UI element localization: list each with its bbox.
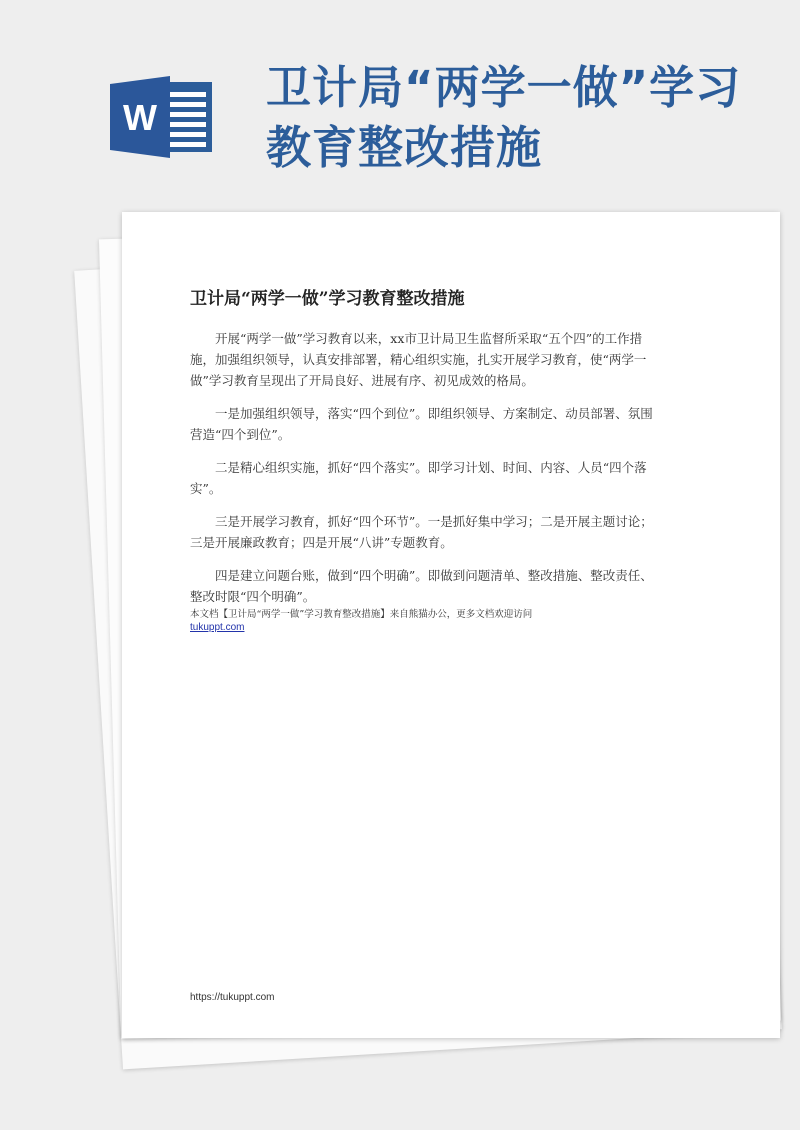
paragraph-point-3: 三是开展学习教育，抓好“四个环节”。一是抓好集中学习；二是开展主题讨论；三是开展廉政教育；四是开展“八讲”专题教育。	[190, 514, 653, 550]
paragraph-intro: 开展“两学一做”学习教育以来，xx市卫计局卫生监督所采取“五个四”的工作措施，加强组织领导，认真安排部署，精心组织实施，扎实开展学习教育，使“两学一做”学习教育呈现出了开局良好、进展有序、初见成效的格局。	[190, 331, 647, 388]
document-page	[122, 212, 780, 1038]
paragraph-point-2: 二是精心组织实施，抓好“四个落实”。即学习计划、时间、内容、人员“四个落实”。	[190, 460, 647, 496]
document-title: 卫计局“两学一做”学习教育整改措施	[190, 289, 465, 309]
source-note-text: 本文档【卫计局“两学一做”学习教育整改措施】来自熊猫办公，更多文档欢迎访问	[190, 609, 533, 620]
word-document-icon	[110, 76, 214, 158]
source-link[interactable]: tukuppt.com	[190, 622, 245, 633]
footer-url: https://tukuppt.com	[190, 992, 275, 1003]
paragraph-point-1: 一是加强组织领导，落实“四个到位”。即组织领导、方案制定、动员部署、氛围营造“四个到位”。	[190, 406, 653, 442]
page-title: 卫计局“两学一做”学习教育整改措施	[266, 61, 742, 174]
word-logo-letter: W	[123, 97, 157, 138]
source-note	[190, 608, 710, 634]
paragraph-point-4: 四是建立问题台账，做到“四个明确”。即做到问题清单、整改措施、整改责任、整改时限“四个明确”。	[190, 568, 653, 604]
document-body	[190, 328, 660, 619]
